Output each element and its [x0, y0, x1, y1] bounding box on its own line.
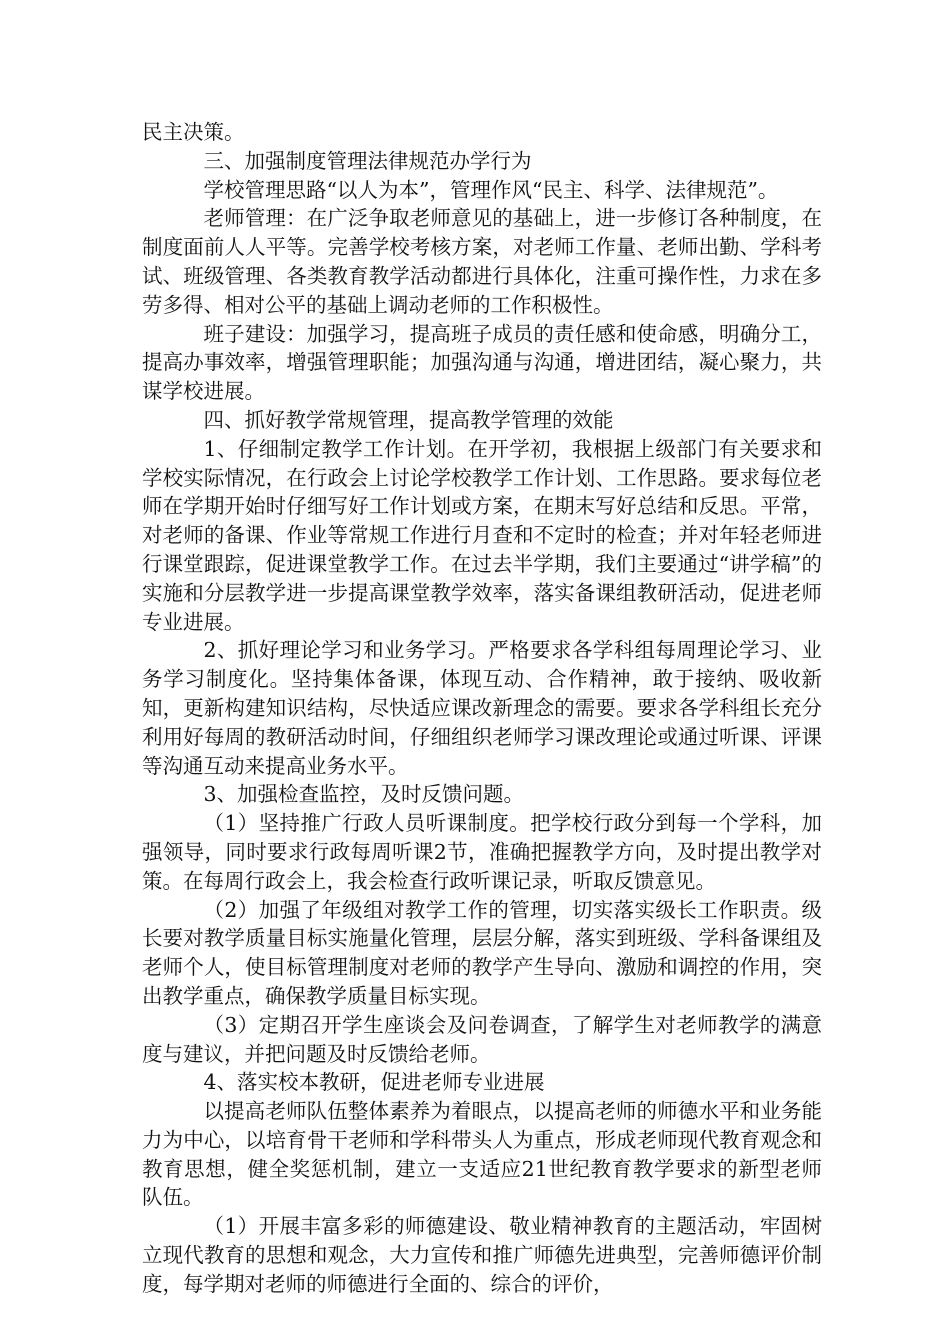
paragraph-teacher-management: 老师管理：在广泛争取老师意见的基础上，进一步修订各种制度，在制度面前人人平等。完善学校考核方案，对老师工作量、老师出勤、学科考试、班级管理、各类教育教学活动都进行具体化，注重可操作性，力求在多劳多得、相对公平的基础上调动老师的工作积极性。: [142, 206, 822, 317]
paragraph-subitem-3-2: （2）加强了年级组对教学工作的管理，切实落实级长工作职责。级长要对教学质量目标实施量化管理，层层分解，落实到班级、学科备课组及老师个人，使目标管理制度对老师的教学产生导向、激励和调控的作用，突出教学重点，确保教学质量目标实现。: [142, 897, 822, 1008]
paragraph-continuation: 民主决策。: [142, 120, 245, 144]
paragraph-item-4: 4、落实校本教研，促进老师专业进展: [203, 1070, 545, 1095]
document-body: [142, 118, 822, 1299]
paragraph-management-philosophy: 学校管理思路“以人为本”，管理作风“民主、科学、法律规范”。: [203, 177, 779, 202]
paragraph-item-3: 3、加强检查监控，及时反馈问题。: [203, 782, 525, 807]
paragraph-item-1: 1、仔细制定教学工作计划。在开学初，我根据上级部门有关要求和学校实际情况，在行政会上讨论学校教学工作计划、工作思路。要求每位老师在学期开始时仔细写好工作计划或方案，在期末写好总结和反思。平常，对老师的备课、作业等常规工作进行月查和不定时的检查；并对年轻老师进行课堂跟踪，促进课堂教学工作。在过去半学期，我们主要通过“讲学稿”的实施和分层教学进一步提高课堂教学效率，落实备课组教研活动，促进老师专业进展。: [142, 436, 822, 634]
paragraph-subitem-4-1: （1）开展丰富多彩的师德建设、敬业精神教育的主题活动，牢固树立现代教育的思想和观念，大力宣传和推广师德先进典型，完善师德评价制度，每学期对老师的师德进行全面的、综合的评价，: [142, 1214, 822, 1296]
paragraph-team-building: 班子建设：加强学习，提高班子成员的责任感和使命感，明确分工，提高办事效率，增强管理职能；加强沟通与沟通，增进团结，凝心聚力，共谋学校进展。: [142, 321, 822, 404]
paragraph-subitem-3-3: （3）定期召开学生座谈会及问卷调查，了解学生对老师教学的满意度与建议，并把问题及时反馈给老师。: [142, 1012, 822, 1066]
paragraph-item-2: 2、抓好理论学习和业务学习。严格要求各学科组每周理论学习、业务学习制度化。坚持集体备课，体现互动、合作精神，敢于接纳、吸收新知，更新构建知识结构，尽快适应课改新理念的需要。要求各学科组长充分利用好每周的教研活动时间，仔细组织老师学习课改理论或通过听课、评课等沟通互动来提高业务水平。: [142, 638, 822, 778]
section-heading-3: 三、加强制度管理法律规范办学行为: [203, 148, 532, 173]
paragraph-teacher-team: 以提高老师队伍整体素养为着眼点，以提高老师的师德水平和业务能力为中心，以培育骨干老师和学科带头人为重点，形成老师现代教育观念和教育思想，健全奖惩机制，建立一支适应21世纪教育教学要求的新型老师队伍。: [142, 1099, 822, 1210]
paragraph-subitem-3-1: （1）坚持推广行政人员听课制度。把学校行政分到每一个学科，加强领导，同时要求行政每周听课2节，准确把握教学方向，及时提出教学对策。在每周行政会上，我会检查行政听课记录，听取反馈意见。: [142, 811, 822, 893]
section-heading-4: 四、抓好教学常规管理，提高教学管理的效能: [203, 407, 614, 432]
